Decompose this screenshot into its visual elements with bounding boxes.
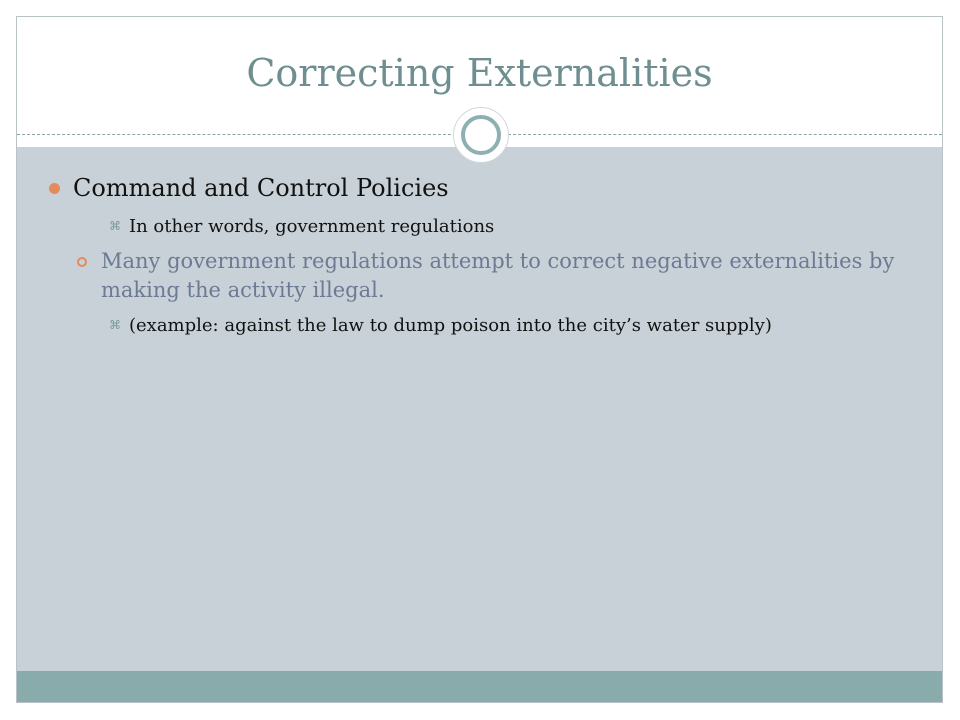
x-bullet-icon: ⌘ <box>109 318 121 332</box>
footer-bar <box>17 671 942 703</box>
ring-ornament-icon <box>453 107 509 163</box>
slide <box>16 16 943 703</box>
bullet-command-and-control <box>47 172 907 204</box>
slide-title: Correcting Externalities <box>246 51 713 95</box>
hollow-circle-bullet-icon <box>77 257 87 267</box>
sub-bullet-text: (example: against the law to dump poison into the city’s water supply) <box>129 315 772 336</box>
bullet-text: Many government regulations attempt to correct negative externalities by making the activity illegal. <box>101 249 895 302</box>
ring-ornament-inner <box>461 115 501 155</box>
bullet-many-regulations <box>47 247 907 305</box>
bullet-list <box>47 172 907 346</box>
sub-bullet-example <box>47 313 907 338</box>
bullet-text: Command and Control Policies <box>73 174 449 202</box>
sub-bullet-text: In other words, government regulations <box>129 216 495 237</box>
x-bullet-icon: ⌘ <box>109 219 121 233</box>
filled-circle-bullet-icon <box>49 183 60 194</box>
sub-bullet-regulations <box>47 214 907 239</box>
